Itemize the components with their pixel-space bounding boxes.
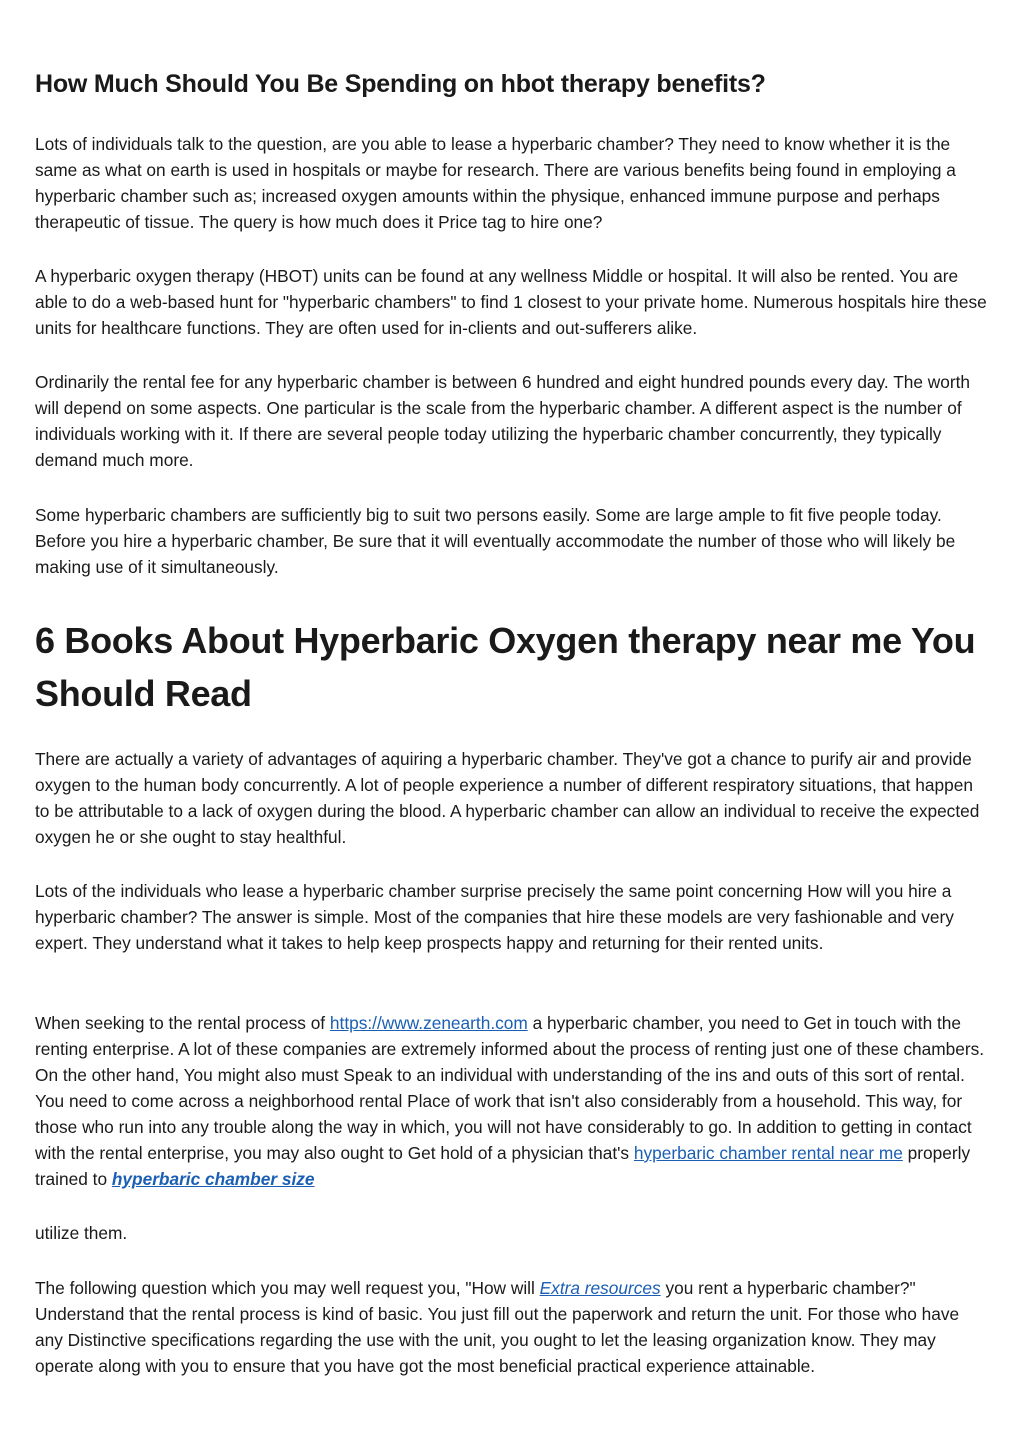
paragraph-rental-process [35,1010,990,1192]
text-run: a hyperbaric chamber, you need to Get in touch with the renting enterprise. A lot of these companies are extremely informed about the process of renting just one of these chambers. On the other hand, You might also must Speak to an individual with understanding of the ins and outs of this sort of rental. You need to come across a neighborhood rental Place of work that isn't also considerably from a household. This way, for those who run into any trouble along the way in which, you will not have considerably to go. In addition to getting in contact with the rental enterprise, you may also ought to Get hold of a physician that's [35,1013,985,1163]
section-heading-books: 6 Books About Hyperbaric Oxygen therapy near me You Should Read [35,620,976,714]
section-heading-spending: How Much Should You Be Spending on hbot therapy benefits? [35,70,766,98]
text-run: When seeking to the rental process of [35,1013,330,1033]
paragraph-chamber-capacity: Some hyperbaric chambers are sufficiently big to suit two persons easily. Some are large ample to fit five people today. Before you hire a hyperbaric chamber, Be sure that it will eventually accommodate the number of those who will likely be making use of it simultaneously. [35,505,956,577]
extra-resources-link[interactable]: Extra resources [539,1278,661,1298]
paragraph-advantages: There are actually a variety of advantages of aquiring a hyperbaric chamber. They've got a chance to purify air and provide oxygen to the human body concurrently. A lot of people experience a number of different respiratory situations, that happen to be attributable to a lack of oxygen during the blood. A hyperbaric chamber can allow an individual to receive the expected oxygen he or she ought to stay healthful. [35,749,980,847]
paragraph-how-to-hire: Lots of the individuals who lease a hyperbaric chamber surprise precisely the same point concerning How will you hire a hyperbaric chamber? The answer is simple. Most of the companies that hire these models are very fashionable and very expert. They understand what it takes to help keep prospects happy and returning for their rented units. [35,881,954,953]
zenearth-link[interactable]: https://www.zenearth.com [329,1013,528,1033]
text-run: properly trained to [35,1143,971,1189]
paragraph-hbot-units: A hyperbaric oxygen therapy (HBOT) units can be found at any wellness Middle or hospital. It will also be rented. You are able to do a web-based hunt for "hyperbaric chambers" to find 1 closest to your private home. Numerous hospitals hire these units for healthcare functions. They are often used for in-clients and out-sufferers alike. [35,266,987,338]
rental-near-me-link[interactable]: hyperbaric chamber rental near me [633,1143,903,1163]
chamber-size-link[interactable]: hyperbaric chamber size [111,1169,315,1189]
text-run: The following question which you may well request you, "How will [35,1278,540,1298]
paragraph-utilize: utilize them. [35,1223,128,1243]
paragraph-following-question [35,1275,990,1379]
paragraph-intro: Lots of individuals talk to the question, are you able to lease a hyperbaric chamber? They need to know whether it is the same as what on earth is used in hospitals or maybe for research. There are various benefits being found in employing a hyperbaric chamber such as; increased oxygen amounts within the physique, enhanced immune purpose and perhaps therapeutic of tissue. The query is how much does it Price tag to hire one? [35,134,956,232]
paragraph-rental-fee: Ordinarily the rental fee for any hyperbaric chamber is between 6 hundred and eight hundred pounds every day. The worth will depend on some aspects. One particular is the scale from the hyperbaric chamber. A different aspect is the number of individuals working with it. If there are several people today utilizing the hyperbaric chamber concurrently, they typically demand much more. [35,372,971,470]
text-run: you rent a hyperbaric chamber?" Understand that the rental process is kind of basic. You just fill out the paperwork and return the unit. For those who have any Distinctive specifications regarding the use with the unit, you ought to let the leasing organization know. They may operate along with you to ensure that you have got the most beneficial practical experience attainable. [35,1278,960,1376]
